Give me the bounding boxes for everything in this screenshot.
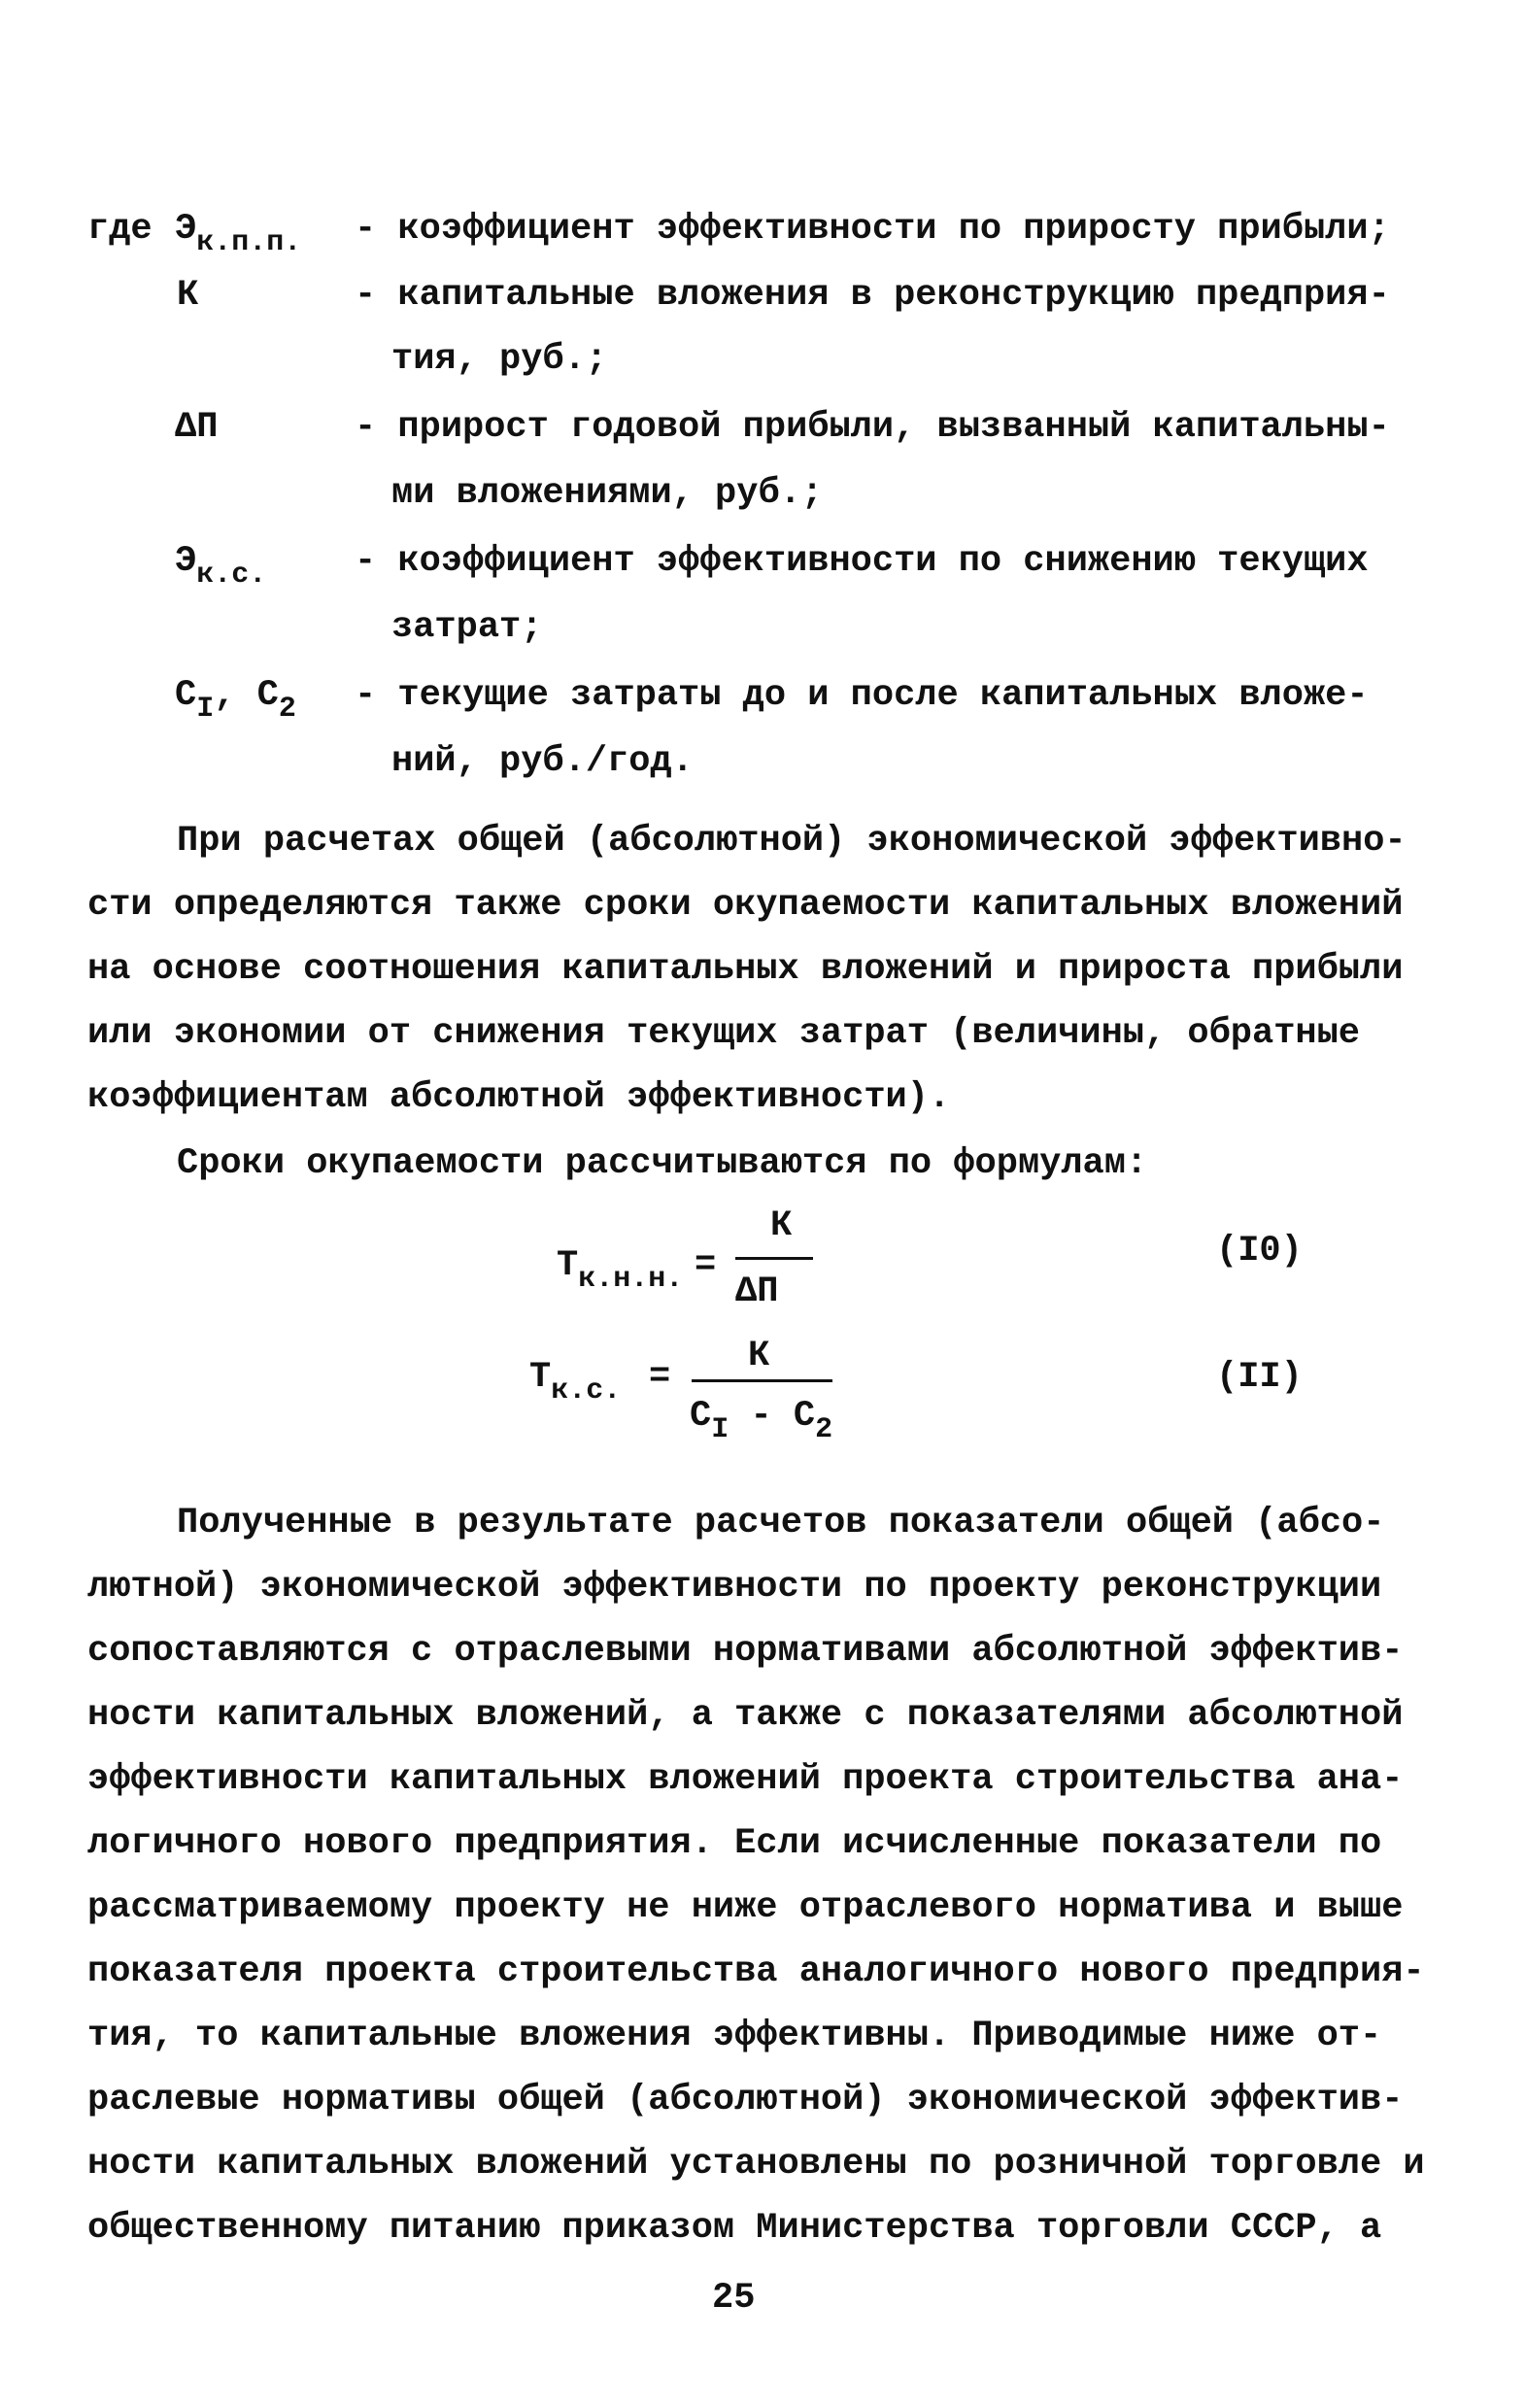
- c2-sub: 2: [815, 1413, 833, 1446]
- para3-line: раслевые нормативы общей (абсолютной) экономической эффектив-: [87, 2080, 1404, 2120]
- formula11-fraction-bar: [692, 1379, 832, 1382]
- formula-sub: к.н.н.: [578, 1263, 684, 1296]
- para3-line: лютной) экономической эффективности по проекту реконструкции: [87, 1567, 1382, 1608]
- def-symbol-eks: [175, 541, 267, 592]
- where-label: где: [87, 209, 153, 250]
- c2-symbol: С: [256, 675, 279, 716]
- formula10-lhs: [557, 1245, 684, 1296]
- page-number: 25: [712, 2278, 756, 2319]
- def-symbol-c1c2: [175, 675, 296, 726]
- def-text-dp: - прирост годовой прибыли, вызванный капитальны-: [355, 407, 1390, 448]
- def-symbol-main: Э: [175, 541, 197, 582]
- formula-sub: к.с.: [551, 1374, 622, 1407]
- formula10-denominator: ΔП: [735, 1272, 779, 1312]
- def-symbol-sub: к.с.: [196, 559, 267, 592]
- formula10-eq: =: [695, 1245, 717, 1286]
- c2-symbol: С: [793, 1396, 816, 1437]
- formula-symbol: Т: [557, 1245, 579, 1286]
- para3-line: тия, то капитальные вложения эффективны. Приводимые ниже от-: [87, 2016, 1382, 2056]
- para1-line: сти определяются также сроки окупаемости капитальных вложений: [87, 885, 1404, 926]
- para1-line: При расчетах общей (абсолютной) экономической эффективно-: [177, 821, 1407, 862]
- def-text-c1c2: - текущие затраты до и после капитальных вложе-: [355, 675, 1369, 716]
- def-text-eks: - коэффициент эффективности по снижению текущих: [355, 541, 1369, 582]
- formula10-fraction-bar: [735, 1257, 813, 1260]
- para3-line: общественному питанию приказом Министерства торговли СССР, а: [87, 2208, 1382, 2249]
- minus-sign: -: [750, 1396, 772, 1437]
- para3-line: рассматриваемому проекту не ниже отраслевого норматива и выше: [87, 1887, 1404, 1928]
- def-symbol-main: Э: [175, 209, 197, 250]
- formula11-label: (II): [1216, 1357, 1303, 1398]
- para2: Сроки окупаемости рассчитываются по формулам:: [177, 1143, 1148, 1184]
- formula-symbol: Т: [529, 1357, 552, 1398]
- para3-line: эффективности капитальных вложений проекта строительства ана-: [87, 1759, 1404, 1800]
- para3-line: Полученные в результате расчетов показатели общей (абсо-: [177, 1503, 1385, 1543]
- formula11-denominator: [690, 1396, 833, 1446]
- para1-line: коэффициентам абсолютной эффективности).: [87, 1077, 951, 1118]
- def-symbol-k: К: [177, 275, 199, 316]
- formula10-label: (I0): [1216, 1231, 1303, 1272]
- c2-sub: 2: [278, 693, 296, 726]
- para1-line: на основе соотношения капитальных вложений и прироста прибыли: [87, 949, 1404, 990]
- formula10-numerator: К: [770, 1205, 793, 1246]
- para3-line: сопоставляются с отраслевыми нормативами абсолютной эффектив-: [87, 1631, 1404, 1672]
- def-text-ekpp: - коэффициент эффективности по приросту прибыли;: [355, 209, 1390, 250]
- def-text-k: - капитальные вложения в реконструкцию предприя-: [355, 275, 1390, 316]
- para3-line: ности капитальных вложений установлены по розничной торговле и: [87, 2144, 1425, 2185]
- c1-sub: I: [196, 693, 215, 726]
- c1-symbol: С: [175, 675, 197, 716]
- def-symbol-dp: ΔП: [175, 407, 219, 448]
- def-text-k-cont: тия, руб.;: [391, 339, 608, 380]
- c1-sub: I: [711, 1413, 729, 1446]
- formula11-lhs: [529, 1357, 622, 1407]
- para3-line: ности капитальных вложений, а также с показателями абсолютной: [87, 1695, 1404, 1736]
- para3-line: показателя проекта строительства аналогичного нового предприя-: [87, 1951, 1425, 1992]
- def-text-eks-cont: затрат;: [391, 607, 543, 648]
- c1-symbol: С: [690, 1396, 712, 1437]
- def-symbol-sub: к.п.п.: [196, 226, 302, 259]
- formula11-eq: =: [649, 1357, 671, 1398]
- def-text-dp-cont: ми вложениями, руб.;: [391, 473, 824, 514]
- def-text-c1c2-cont: ний, руб./год.: [391, 741, 694, 782]
- para1-line: или экономии от снижения текущих затрат (величины, обратные: [87, 1013, 1361, 1054]
- comma: ,: [214, 675, 236, 716]
- def-symbol-ekpp: [175, 209, 302, 259]
- para3-line: логичного нового предприятия. Если исчисленные показатели по: [87, 1823, 1382, 1864]
- formula11-numerator: К: [748, 1336, 770, 1376]
